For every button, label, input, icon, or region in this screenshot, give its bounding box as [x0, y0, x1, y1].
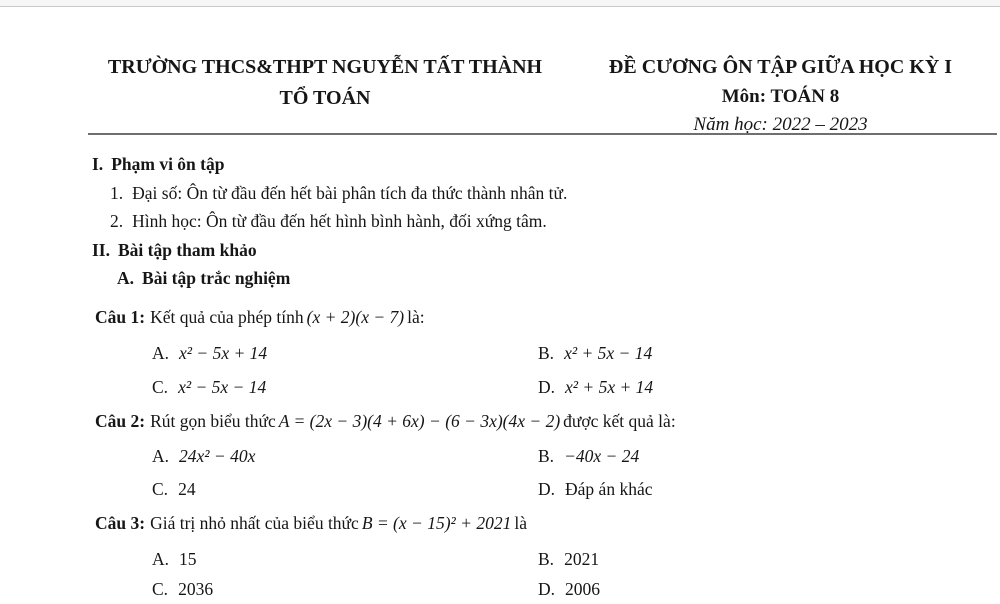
question-2-text-before: Rút gọn biểu thức	[150, 411, 276, 431]
option-d-value: 2006	[565, 579, 601, 599]
section-2-label: II.	[92, 240, 110, 260]
question-2	[95, 409, 676, 433]
option-a-label: A.	[152, 549, 170, 569]
option-a-value: 24x² − 40x	[179, 446, 256, 466]
question-1-text-before: Kết quả của phép tính	[150, 307, 304, 327]
section-1-title: Phạm vi ôn tập	[111, 154, 225, 174]
subsection-a-title: Bài tập trắc nghiệm	[142, 268, 291, 288]
question-1-label: Câu 1:	[95, 307, 146, 327]
subject-line: Môn: TOÁN 8	[721, 86, 840, 107]
option-b-label: B.	[538, 446, 555, 466]
section-1-label: I.	[92, 154, 104, 174]
question-3-label: Câu 3:	[95, 513, 146, 533]
scope-item-2	[110, 209, 547, 233]
option-a-value: 15	[179, 549, 197, 569]
option-a-label: A.	[152, 446, 170, 466]
option-d-label: D.	[538, 377, 556, 397]
option-a-label: A.	[152, 343, 170, 363]
question-2-option-d	[538, 477, 652, 501]
option-a-value: x² − 5x + 14	[179, 343, 268, 363]
question-3-text-after: là	[514, 513, 527, 533]
header-left-block	[85, 52, 565, 114]
option-d-label: D.	[538, 579, 556, 599]
question-1-option-c	[152, 375, 266, 399]
header-right-block	[568, 52, 993, 138]
option-b-value: 2021	[564, 549, 600, 569]
section-1-heading	[92, 152, 224, 176]
scope-item-2-number: 2.	[110, 211, 124, 231]
question-3-math: B = (x − 15)² + 2021	[361, 513, 512, 533]
question-2-option-c	[152, 477, 196, 501]
scope-item-1-text: Đại số: Ôn từ đầu đến hết bài phân tích đa thức thành nhân tử.	[132, 183, 568, 203]
school-name: TRƯỜNG THCS&THPT NGUYỄN TẤT THÀNH	[107, 56, 543, 78]
option-b-label: B.	[538, 549, 555, 569]
scope-item-1-number: 1.	[110, 183, 124, 203]
option-b-value: x² + 5x − 14	[564, 343, 653, 363]
question-1-option-b	[538, 341, 652, 365]
math-group-name: TỔ TOÁN	[279, 87, 371, 109]
subsection-a-heading	[117, 266, 290, 290]
option-b-value: −40x − 24	[564, 446, 640, 466]
question-3	[95, 511, 527, 535]
question-2-label: Câu 2:	[95, 411, 146, 431]
question-3-option-b	[538, 547, 599, 571]
option-c-label: C.	[152, 479, 169, 499]
question-3-text-before: Giá trị nhỏ nhất của biểu thức	[150, 513, 359, 533]
scope-item-1	[110, 181, 567, 205]
question-2-option-b	[538, 444, 639, 468]
option-d-label: D.	[538, 479, 556, 499]
question-2-option-a	[152, 444, 255, 468]
subsection-a-label: A.	[117, 268, 135, 288]
question-2-text-after: được kết quả là:	[563, 411, 676, 431]
scope-item-2-text: Hình học: Ôn từ đầu đến hết hình bình hành, đối xứng tâm.	[132, 211, 547, 231]
question-3-option-a	[152, 547, 197, 571]
header-divider	[88, 133, 997, 135]
option-c-value: 2036	[178, 579, 214, 599]
option-b-label: B.	[538, 343, 555, 363]
question-2-math: A = (2x − 3)(4 + 6x) − (6 − 3x)(4x − 2)	[278, 411, 561, 431]
question-1-math: (x + 2)(x − 7)	[306, 307, 405, 327]
option-c-value: 24	[178, 479, 196, 499]
option-d-value: x² + 5x + 14	[565, 377, 654, 397]
question-3-option-d	[538, 577, 600, 601]
question-1	[95, 305, 425, 329]
option-c-value: x² − 5x − 14	[178, 377, 267, 397]
section-2-heading	[92, 238, 257, 262]
option-c-label: C.	[152, 377, 169, 397]
review-title: ĐỀ CƯƠNG ÔN TẬP GIỮA HỌC KỲ I	[608, 56, 953, 78]
option-c-label: C.	[152, 579, 169, 599]
question-1-option-a	[152, 341, 267, 365]
question-3-option-c	[152, 577, 213, 601]
question-1-text-after: là:	[407, 307, 425, 327]
question-1-option-d	[538, 375, 653, 399]
school-year-line: Năm học: 2022 – 2023	[693, 114, 868, 135]
section-2-title: Bài tập tham khảo	[118, 240, 257, 260]
option-d-value: Đáp án khác	[565, 479, 653, 499]
